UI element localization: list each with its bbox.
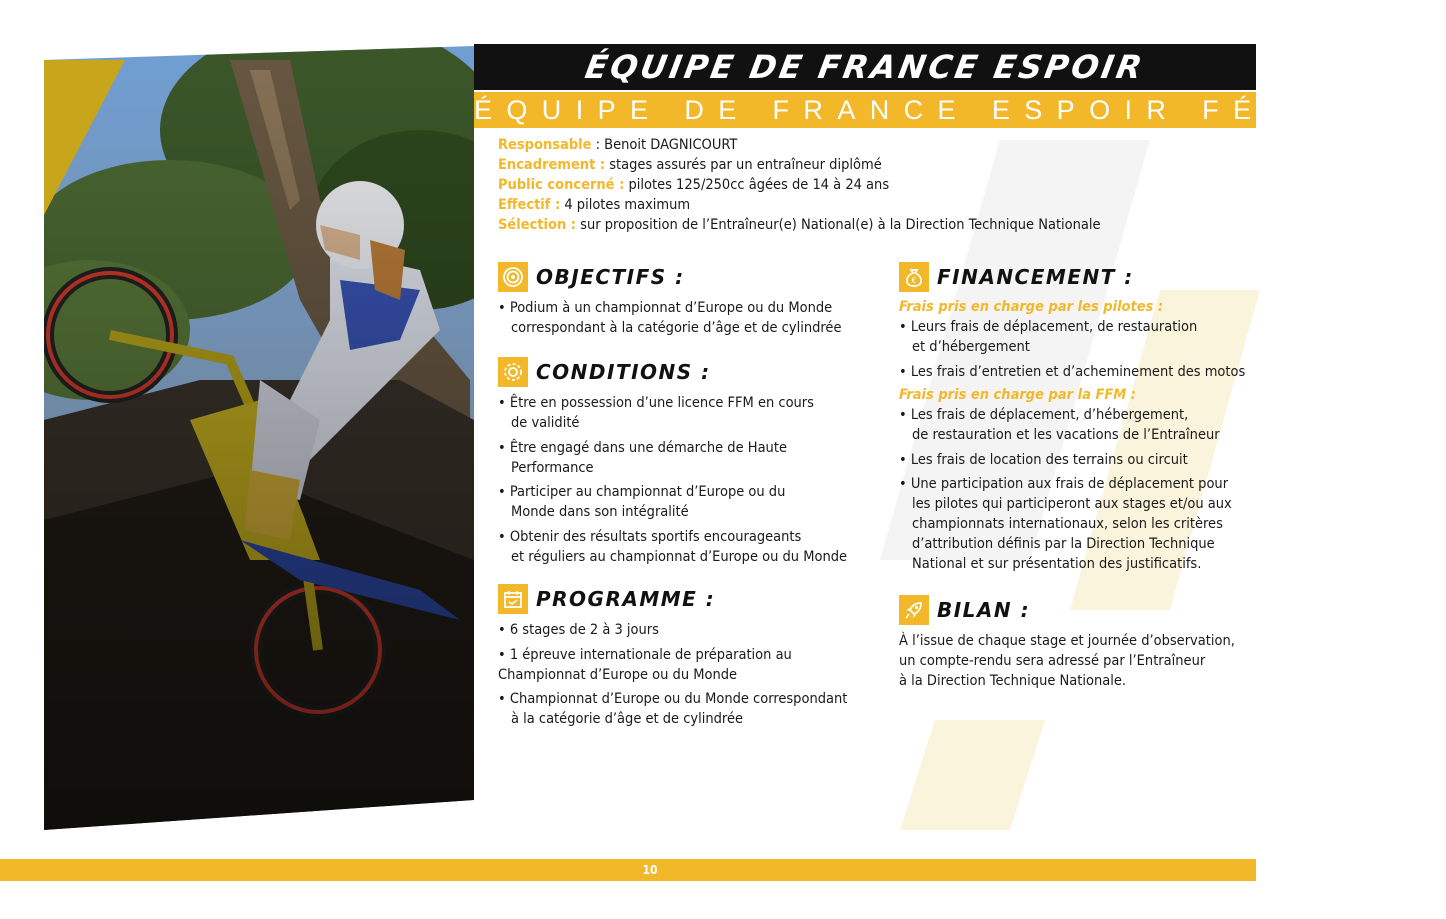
target-icon bbox=[498, 262, 528, 292]
page-title: ÉQUIPE DE FRANCE ESPOIR bbox=[582, 48, 1148, 86]
page-subtitle: ÉQUIPE DE FRANCE ESPOIR FÉMININE bbox=[474, 95, 1446, 125]
section-header bbox=[498, 262, 878, 292]
section-header bbox=[498, 584, 878, 614]
info-value: stages assurés par un entraîneur diplômé bbox=[609, 157, 882, 173]
section-title: FINANCEMENT : bbox=[937, 265, 1134, 289]
info-row-responsable bbox=[498, 135, 1101, 155]
info-row-selection bbox=[498, 215, 1101, 235]
programme-list bbox=[498, 620, 878, 729]
list-item-continuation: Championnat d’Europe ou du Monde bbox=[498, 666, 738, 683]
info-key: Encadrement : bbox=[498, 157, 606, 173]
rocket-icon bbox=[899, 595, 929, 625]
title-bar bbox=[474, 44, 1256, 90]
list-item: • 6 stages de 2 à 3 jours bbox=[498, 620, 878, 640]
svg-text:€: € bbox=[911, 276, 917, 285]
calendar-icon bbox=[498, 584, 528, 614]
subtitle-bar bbox=[474, 92, 1446, 128]
section-header bbox=[899, 262, 1279, 292]
list-item: • Podium à un championnat d’Europe ou du Monde correspondant à la catégorie d’âge et de cylindrée bbox=[498, 298, 878, 338]
list-item: • Les frais de location des terrains ou circuit bbox=[899, 450, 1279, 470]
info-row-public bbox=[498, 175, 1101, 195]
list-item: • Participer au championnat d’Europe ou du Monde dans son intégralité bbox=[498, 482, 878, 522]
rider-photo bbox=[0, 0, 480, 919]
list-item: • Être en possession d’une licence FFM en cours de validité bbox=[498, 393, 878, 433]
section-objectifs bbox=[498, 262, 878, 343]
financement-list-ffm bbox=[899, 405, 1279, 574]
info-key: Effectif : bbox=[498, 197, 561, 213]
info-value: 4 pilotes maximum bbox=[564, 197, 691, 213]
list-item: • Les frais de déplacement, d’hébergement, de restauration et les vacations de l’Entraîneur bbox=[899, 405, 1279, 445]
list-item: • Obtenir des résultats sportifs encourageants et réguliers au championnat d’Europe ou du Monde bbox=[498, 527, 878, 567]
section-bilan bbox=[899, 595, 1279, 691]
info-value: Benoit DAGNICOURT bbox=[604, 137, 738, 153]
list-item: • Championnat d’Europe ou du Monde correspondant à la catégorie d’âge et de cylindrée bbox=[498, 689, 878, 729]
list-item: • Leurs frais de déplacement, de restauration et d’hébergement bbox=[899, 317, 1279, 357]
info-key: Public concerné : bbox=[498, 177, 625, 193]
objectifs-list bbox=[498, 298, 878, 338]
section-title: CONDITIONS : bbox=[536, 360, 711, 384]
financement-subheading: Frais pris en charge par la FFM : bbox=[899, 387, 1137, 403]
info-value: pilotes 125/250cc âgées de 14 à 24 ans bbox=[628, 177, 890, 193]
section-title: PROGRAMME : bbox=[536, 587, 716, 611]
bilan-text: À l’issue de chaque stage et journée d’observation, un compte-rendu sera adressé par l’Entraîneur à la Direction Technique Nationale. bbox=[899, 633, 1235, 689]
info-key: Responsable bbox=[498, 137, 592, 153]
section-conditions bbox=[498, 357, 878, 571]
info-key: Sélection : bbox=[498, 217, 577, 233]
conditions-list bbox=[498, 393, 878, 567]
info-block bbox=[498, 135, 1101, 235]
section-header bbox=[498, 357, 878, 387]
financement-subheading: Frais pris en charge par les pilotes : bbox=[899, 299, 1164, 315]
info-row-effectif bbox=[498, 195, 1101, 215]
gear-icon bbox=[498, 357, 528, 387]
list-item: • 1 épreuve internationale de préparation au bbox=[498, 645, 878, 665]
info-sep: : bbox=[591, 137, 605, 153]
page-number: 10 bbox=[642, 863, 658, 877]
section-programme bbox=[498, 584, 878, 734]
section-title: OBJECTIFS : bbox=[536, 265, 685, 289]
financement-list-pilotes bbox=[899, 317, 1279, 382]
footer-bar bbox=[0, 859, 1256, 881]
section-header bbox=[899, 595, 1279, 625]
info-value: sur proposition de l’Entraîneur(e) National(e) à la Direction Technique Nationale bbox=[580, 217, 1101, 233]
info-row-encadrement bbox=[498, 155, 1101, 175]
money-bag-icon bbox=[899, 262, 929, 292]
section-title: BILAN : bbox=[937, 598, 1031, 622]
list-item: • Être engagé dans une démarche de Haute Performance bbox=[498, 438, 878, 478]
list-item: • Les frais d’entretien et d’acheminement des motos bbox=[899, 362, 1279, 382]
section-financement bbox=[899, 262, 1279, 579]
list-item: • Une participation aux frais de déplacement pour les pilotes qui participeront aux stages et/ou aux championnats internationaux, selon les critères d’attribution définis par la Direction Technique National et sur présentation des justificatifs. bbox=[899, 474, 1279, 574]
